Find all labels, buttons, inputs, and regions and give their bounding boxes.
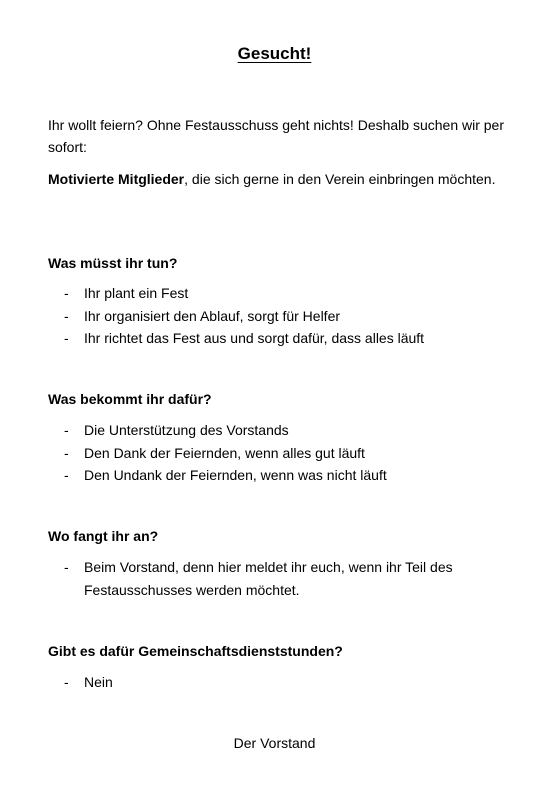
list-dash: - bbox=[64, 674, 69, 690]
list-dash: - bbox=[64, 559, 69, 575]
list-item bbox=[48, 282, 508, 305]
members-bold-text: Motivierte Mitglieder bbox=[48, 171, 185, 187]
section-heading-service-hours: Gibt es dafür Gemeinschaftsdienststunden? bbox=[48, 643, 343, 659]
page-title: Gesucht! bbox=[237, 44, 312, 63]
list-item bbox=[48, 556, 508, 601]
section-list-start bbox=[48, 556, 508, 601]
section-heading-tasks: Was müsst ihr tun? bbox=[48, 255, 178, 271]
intro-paragraph: Ihr wollt feiern? Ohne Festausschuss geht nichts! Deshalb suchen wir per sofort: bbox=[48, 117, 505, 155]
section-heading-start: Wo fangt ihr an? bbox=[48, 528, 159, 544]
list-item-text: Beim Vorstand, denn hier meldet ihr euch, wenn ihr Teil des Festausschusses werden möchtet. bbox=[84, 559, 453, 598]
list-item bbox=[48, 305, 508, 328]
list-item-text: Ihr plant ein Fest bbox=[84, 285, 189, 301]
section-list-service-hours bbox=[48, 671, 508, 694]
list-dash: - bbox=[64, 285, 69, 301]
list-item-text: Den Undank der Feiernden, wenn was nicht läuft bbox=[84, 467, 387, 483]
list-dash: - bbox=[64, 467, 69, 483]
list-item bbox=[48, 671, 508, 694]
list-dash: - bbox=[64, 330, 69, 346]
list-item-text: Die Unterstützung des Vorstands bbox=[84, 422, 289, 438]
list-item-text: Ihr richtet das Fest aus und sorgt dafür, dass alles läuft bbox=[84, 330, 425, 346]
members-rest-text: , die sich gerne in den Verein einbringen möchten. bbox=[184, 171, 496, 187]
members-paragraph bbox=[48, 168, 508, 190]
list-dash: - bbox=[64, 422, 69, 438]
list-item bbox=[48, 419, 508, 442]
signature: Der Vorstand bbox=[233, 735, 316, 751]
list-item bbox=[48, 327, 508, 350]
list-item bbox=[48, 442, 508, 465]
list-item-text: Nein bbox=[84, 674, 113, 690]
list-dash: - bbox=[64, 307, 69, 324]
section-heading-rewards: Was bekommt ihr dafür? bbox=[48, 391, 212, 407]
list-dash: - bbox=[64, 444, 69, 461]
list-item-text: Den Dank der Feiernden, wenn alles gut läuft bbox=[84, 444, 365, 461]
list-item bbox=[48, 464, 508, 487]
section-list-rewards bbox=[48, 419, 508, 487]
section-list-tasks bbox=[48, 282, 508, 350]
list-item-text: Ihr organisiert den Ablauf, sorgt für Helfer bbox=[84, 307, 341, 324]
